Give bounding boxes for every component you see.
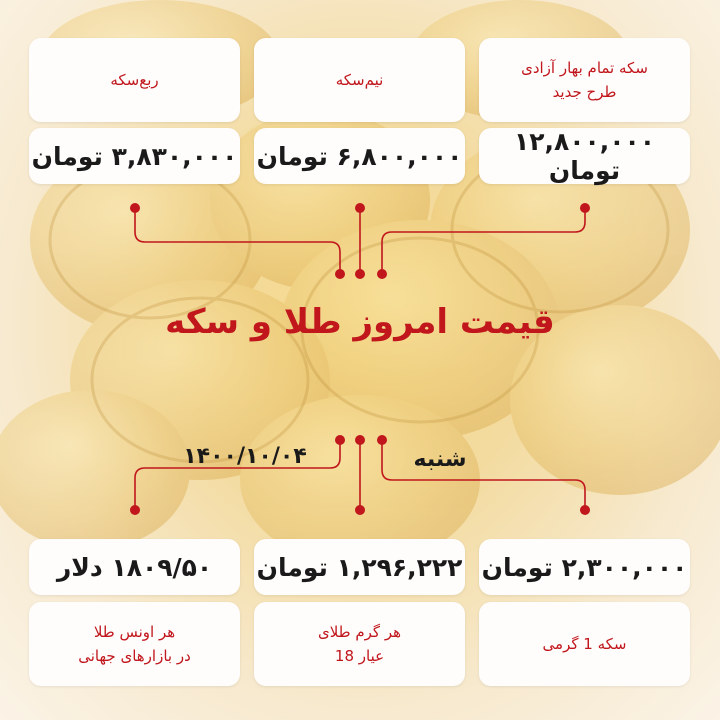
label-card-full-coin	[479, 38, 690, 122]
label-card-one-gram-coin	[479, 602, 690, 686]
price-gold-ounce: ۱۸۰۹/۵۰ دلار	[56, 552, 213, 582]
label-card-gold-18k-gram	[254, 602, 465, 686]
label-card-gold-ounce	[29, 602, 240, 686]
weekday-label: شنبه	[413, 447, 467, 472]
price-full-coin: ۱۲,۸۰۰,۰۰۰ تومان	[513, 127, 656, 185]
date-label: ۱۴۰۰/۱۰/۰۴	[183, 444, 307, 469]
label-card-half-coin	[254, 38, 465, 122]
label-half-coin: نیم‌سکه	[335, 71, 384, 89]
label-card-quarter-coin	[29, 38, 240, 122]
price-card-quarter-coin	[29, 128, 240, 184]
price-card-gold-ounce	[29, 539, 240, 595]
label-gold-ounce: هر اونس طلا در بازارهای جهانی	[78, 623, 191, 665]
price-card-full-coin	[479, 128, 690, 184]
price-half-coin: ۶,۸۰۰,۰۰۰ تومان	[256, 141, 463, 171]
label-one-gram-coin: سکه 1 گرمی	[542, 635, 627, 653]
label-gold-18k-gram: هر گرم طلای عیار 18	[317, 623, 402, 665]
price-one-gram-coin: ۲,۳۰۰,۰۰۰ تومان	[481, 552, 688, 582]
price-quarter-coin: ۳,۸۳۰,۰۰۰ تومان	[31, 141, 238, 171]
price-card-gold-18k-gram	[254, 539, 465, 595]
price-gold-18k-gram: ۱,۲۹۶,۲۲۲ تومان	[256, 552, 463, 582]
price-card-one-gram-coin	[479, 539, 690, 595]
label-full-coin: سکه تمام بهار آزادی طرح جدید	[521, 59, 648, 101]
price-card-half-coin	[254, 128, 465, 184]
label-quarter-coin: ربع‌سکه	[110, 71, 159, 89]
page-title: قیمت امروز طلا و سکه	[165, 302, 555, 342]
